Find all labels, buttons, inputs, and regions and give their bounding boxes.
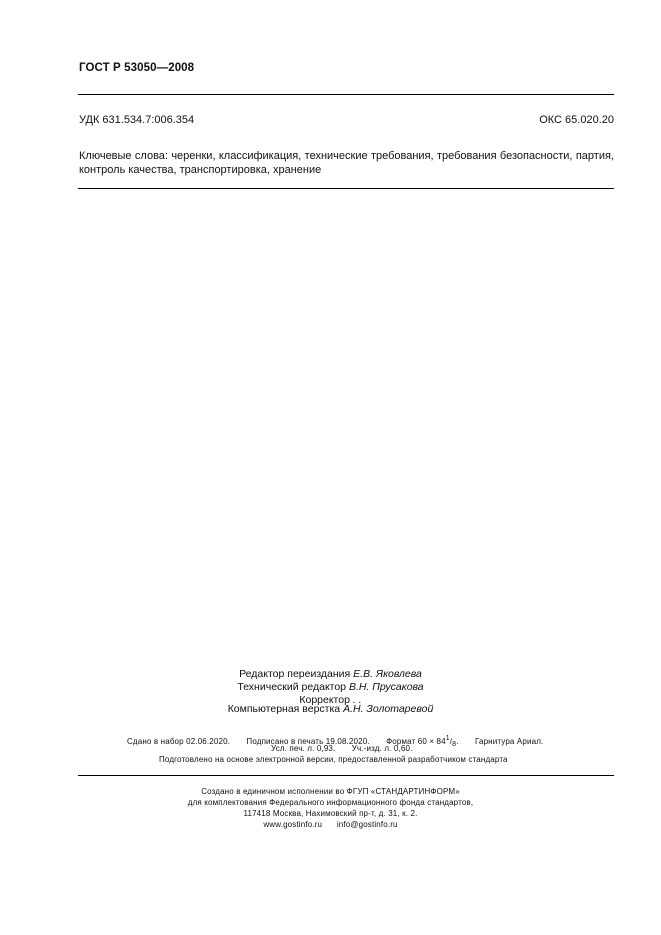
format-numerator: 1 [445, 735, 450, 742]
credit-layout [0, 703, 661, 715]
layout-label: Компьютерная верстка [227, 703, 341, 715]
divider-footer [78, 775, 614, 776]
corrector-label: Корректор [299, 694, 350, 706]
footer-contacts [0, 820, 661, 829]
udk-code: УДК 631.534.7:006.354 [79, 114, 195, 126]
divider-keywords [78, 188, 614, 189]
typeface: Гарнитура Ариал. [474, 737, 544, 746]
tech-editor-name: В.Н. Прусакова [348, 681, 424, 693]
pub-sheets: Уч.-изд. л. 0,60. [351, 744, 413, 753]
format-label: Формат 60 × 84 [386, 737, 446, 746]
signed-date: Подписано в печать 19.08.2020. [246, 737, 370, 746]
prepared-note: Подготовлено на основе электронной версии, предоставленной разработчиком стандарта [159, 755, 508, 764]
print-info-line2 [271, 744, 412, 753]
website-link[interactable]: www.gostinfo.ru [263, 820, 323, 829]
editor-name: Е.В. Яковлева [353, 668, 422, 680]
footer-line2: для комплектования Федерального информационного фонда стандартов, [187, 798, 474, 807]
print-sheets: Усл. печ. л. 0,93. [271, 744, 336, 753]
email-link[interactable]: info@gostinfo.ru [336, 820, 398, 829]
format-tail: . [456, 737, 459, 746]
credit-editor [0, 668, 661, 680]
footer-line1: Создано в единичном исполнении во ФГУП «СТАНДАРТИНФОРМ» [201, 787, 460, 796]
set-date: Сдано в набор 02.06.2020. [127, 737, 231, 746]
footer-line3: 117418 Москва, Нахимовский пр-т, д. 31, к. 2. [243, 809, 418, 818]
print-format: Формат $60 \times 84^1/_8$. [386, 735, 459, 748]
oks-code: ОКС 65.020.20 [539, 114, 614, 126]
layout-name: А.Н. Золотаревой [343, 703, 434, 715]
credit-tech-editor [0, 681, 661, 693]
divider-top [78, 94, 614, 95]
standard-code: ГОСТ Р 53050—2008 [79, 62, 195, 74]
format-denominator: 8 [452, 741, 457, 748]
keywords-paragraph: Ключевые слова: черенки, классификация, технические требования, требования безопасности, партия, контроль качества, транспортировка, хранение [79, 150, 614, 176]
tech-editor-label: Технический редактор [237, 681, 347, 693]
editor-label: Редактор переиздания [239, 668, 351, 680]
corrector-name: . . [352, 694, 362, 706]
